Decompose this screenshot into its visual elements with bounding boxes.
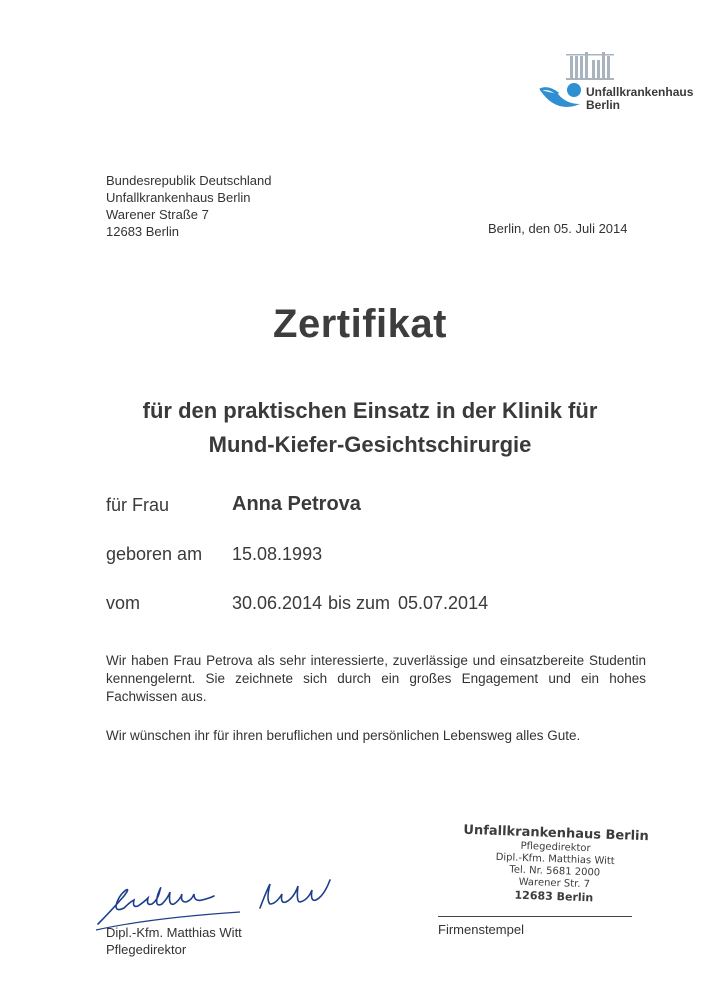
handwritten-signature-icon [90, 872, 380, 932]
recipient-name: Anna Petrova [232, 493, 361, 515]
subtitle-line1: für den praktischen Einsatz in der Klinik für [142, 398, 598, 423]
logo-name-line2: Berlin [586, 98, 621, 112]
stamp-institution: Unfallkrankenhaus Berlin [463, 822, 650, 845]
certificate-subtitle [0, 394, 720, 462]
company-stamp [459, 823, 652, 907]
stamp-city: 12683 Berlin [514, 888, 594, 905]
closing-text: Wir wünschen ihr für ihren beruflichen und persönlichen Lebensweg alles Gute. [106, 728, 581, 743]
logo-name-line1: Unfallkrankenhaus [586, 85, 694, 99]
stamp-person: Dipl.-Kfm. Matthias Witt [495, 851, 615, 868]
signatory-block [106, 924, 242, 958]
page-title: Zertifikat [273, 302, 447, 346]
stamp-label: Firmenstempel [438, 922, 524, 937]
period-to-label: bis zum [328, 593, 391, 613]
signatory-role: Pflegedirektor [106, 942, 187, 957]
stamp-street: Warener Str. 7 [518, 876, 591, 891]
recipient-label: für Frau [106, 495, 170, 515]
birth-label: geboren am [106, 544, 203, 564]
subtitle-line2: Mund-Kiefer-Gesichtschirurgie [208, 432, 532, 457]
stamp-phone: Tel. Nr. 5681 2000 [509, 864, 601, 879]
sender-address [106, 172, 272, 240]
stamp-divider [438, 916, 632, 917]
sender-line-country: Bundesrepublik Deutschland [106, 173, 272, 188]
signatory-name: Dipl.-Kfm. Matthias Witt [106, 925, 242, 940]
sender-line-institution: Unfallkrankenhaus Berlin [106, 190, 251, 205]
birth-date: 15.08.1993 [232, 544, 323, 564]
period-from: 30.06.2014 [232, 593, 323, 613]
sender-line-city: 12683 Berlin [106, 224, 179, 239]
period-to: 05.07.2014 [398, 593, 489, 613]
logo-wordmark [586, 86, 693, 112]
stamp-role: Pflegedirektor [520, 840, 591, 855]
period-label: vom [106, 593, 141, 613]
sender-line-street: Warener Straße 7 [106, 207, 209, 222]
document-date: Berlin, den 05. Juli 2014 [488, 221, 628, 236]
evaluation-text: Wir haben Frau Petrova als sehr interessierte, zuverlässige und einsatzbereite Studentin kennengelernt. Sie zeichnete sich durch ein großes Engagement und ein hohes Fachwissen aus. [106, 653, 646, 704]
